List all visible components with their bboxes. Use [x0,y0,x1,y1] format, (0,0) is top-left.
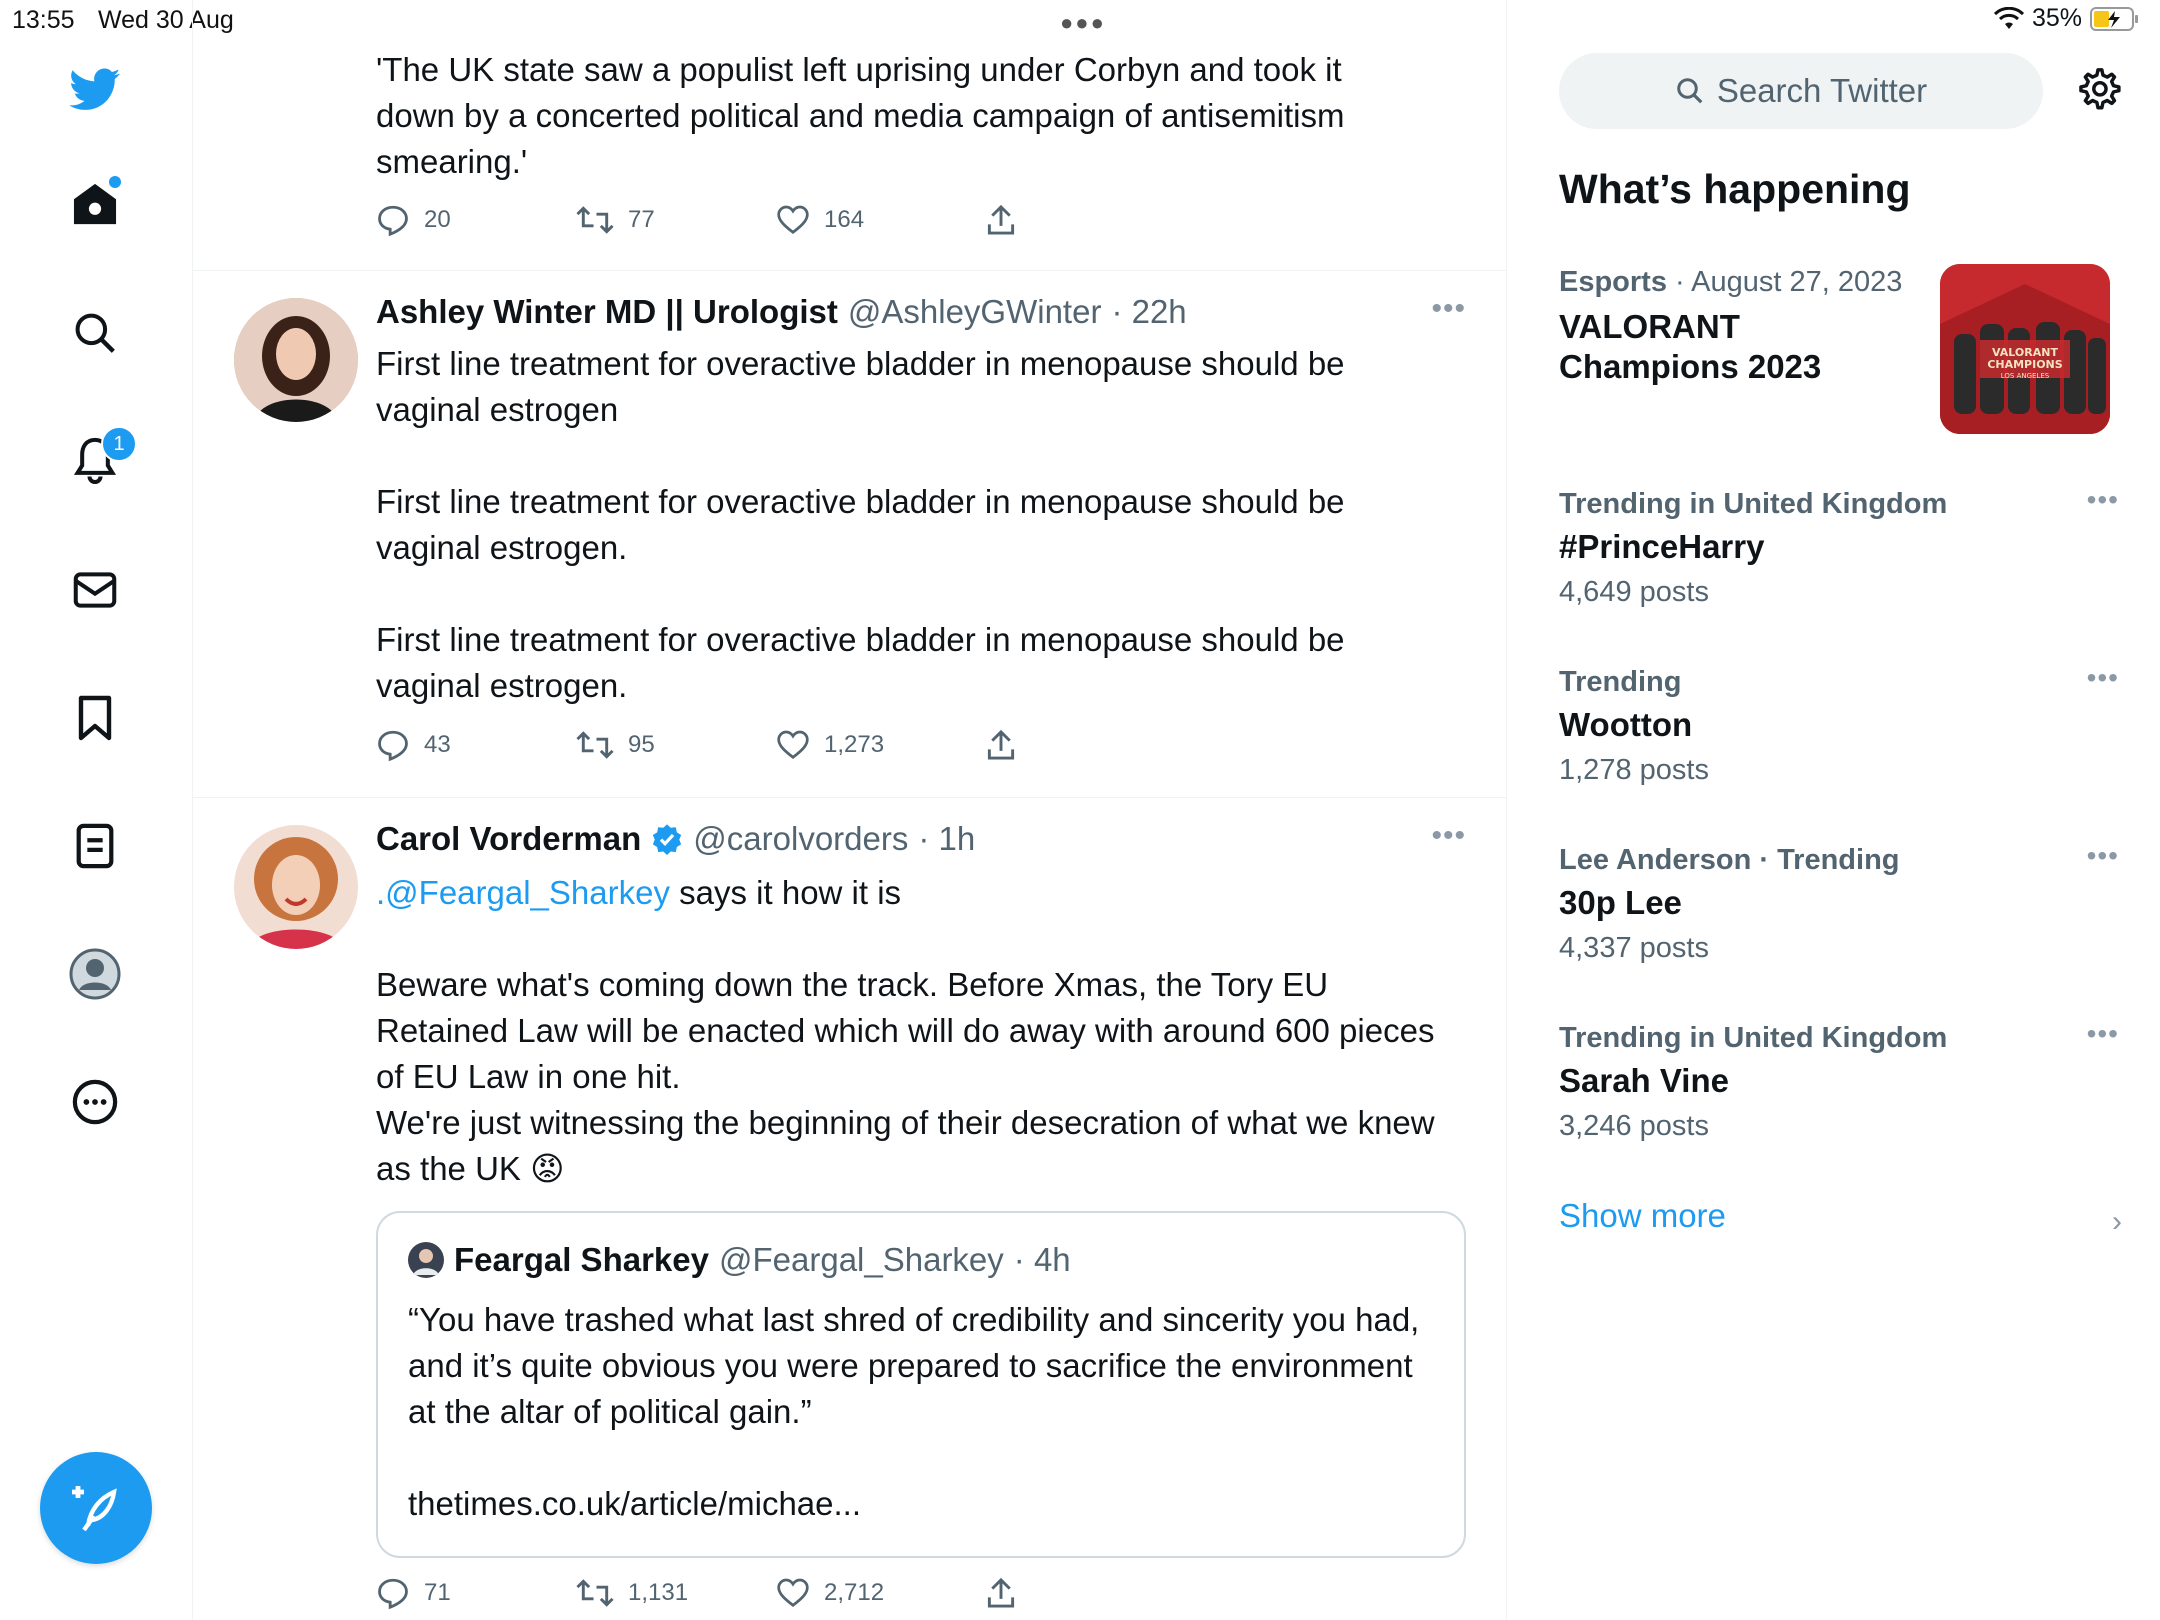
retweet-count: 77 [628,206,655,233]
trend-title: VALORANT [1559,308,1740,345]
like-count: 164 [824,206,865,233]
avatar [408,1242,444,1278]
lists-icon[interactable] [67,818,123,874]
trend-more-icon[interactable]: ••• [2086,662,2119,693]
angry-face-emoji: 😡 [530,1150,565,1187]
tweet-paragraph: First line treatment for overactive bladder in menopause should be vaginal estrogen. [376,483,1345,566]
feather-plus-icon [70,1482,122,1534]
tweet-divider [192,797,1506,798]
whats-happening-heading: What’s happening [1559,166,1911,212]
status-date: Wed 30 Aug [98,6,234,34]
retweet-count: 1,131 [628,1579,689,1606]
trend-post-count: 3,246 posts [1559,1110,1709,1142]
author-name[interactable]: Carol Vorderman [376,820,642,857]
trend-context: Lee Anderson · Trending [1559,844,1900,876]
reply-button[interactable] [376,1573,451,1613]
trend-post-count: 4,649 posts [1559,576,1709,608]
tweet-divider [192,270,1506,271]
reply-icon [376,728,410,762]
share-button[interactable] [986,1573,1016,1613]
avatar[interactable] [234,298,358,422]
trend-post-count: 1,278 posts [1559,754,1709,786]
tweet-paragraph: Beware what's coming down the track. Before Xmas, the Tory EU Retained Law will be enacted which will do away with around 600 pieces of EU Law in one hit. [376,966,1435,1095]
thumb-text: CHAMPIONS [1987,358,2063,371]
quoted-tweet-card[interactable] [376,1211,1466,1558]
tweet-time: · 22h [1111,293,1187,330]
quoted-author-name: Feargal Sharkey [454,1241,709,1278]
show-more-link[interactable]: Show more [1559,1197,1726,1234]
trend-more-icon[interactable]: ••• [2086,484,2119,515]
trend-title: 30p Lee [1559,884,1682,921]
retweet-count: 95 [628,731,655,758]
more-options-circle-icon[interactable] [67,1074,123,1130]
explore-search-icon[interactable] [67,305,123,361]
share-button[interactable] [986,725,1016,765]
like-count: 2,712 [824,1579,885,1606]
tweet-paragraph: First line treatment for overactive bladder in menopause should be vaginal estrogen. [376,621,1345,704]
share-icon [986,729,1016,761]
notifications-bell-icon[interactable] [67,432,123,488]
reply-count: 43 [424,731,451,758]
trend-item[interactable] [1559,840,2119,970]
search-icon [1675,76,1705,106]
trend-context: Trending in United Kingdom [1559,488,1948,520]
verified-badge-icon [651,823,683,855]
right-sidebar [1507,0,2160,1620]
retweet-button[interactable] [576,725,655,765]
trend-title: Sarah Vine [1559,1062,1729,1099]
reply-icon [376,203,410,237]
reply-button[interactable] [376,200,451,240]
trend-date: · August 27, 2023 [1675,266,1903,298]
retweet-button[interactable] [576,200,655,240]
tweet-paragraph: First line treatment for overactive bladder in menopause should be vaginal estrogen [376,345,1345,428]
tweet-more-icon[interactable]: ••• [1431,292,1466,325]
multitasking-dots-icon[interactable]: ●●● [1060,10,1106,35]
reply-count: 20 [424,206,451,233]
like-button[interactable] [776,1573,884,1613]
like-button[interactable] [776,725,884,765]
home-icon[interactable] [67,176,123,232]
author-name[interactable]: Ashley Winter MD || Urologist [376,293,838,330]
retweet-icon [576,730,614,760]
twitter-logo-icon[interactable] [67,62,123,118]
trend-more-icon[interactable]: ••• [2086,1018,2119,1049]
author-handle[interactable]: @carolvorders [693,820,909,857]
status-time: 13:55 [12,6,75,34]
quoted-tweet-text [408,1297,1438,1527]
reply-button[interactable] [376,725,451,765]
share-button[interactable] [986,200,1016,240]
tweet-text [376,47,1436,185]
search-input[interactable] [1559,53,2043,129]
trend-context: Trending in United Kingdom [1559,1022,1948,1054]
heart-icon [776,1578,810,1608]
thumb-text: VALORANT [1992,346,2058,359]
quoted-tweet-link[interactable]: thetimes.co.uk/article/michae... [408,1485,862,1522]
left-navigation [0,0,193,1620]
quoted-tweet-time: · 4h [1013,1241,1071,1278]
tweet-text [376,341,1436,709]
trend-more-icon[interactable]: ••• [2086,840,2119,871]
bookmarks-icon[interactable] [67,690,123,746]
author-handle[interactable]: @AshleyGWinter [847,293,1102,330]
heart-icon [776,205,810,235]
avatar[interactable] [234,825,358,949]
notification-count-badge: 1 [101,426,137,462]
trend-item[interactable] [1559,484,2119,614]
share-icon [986,1577,1016,1609]
retweet-button[interactable] [576,1573,688,1613]
battery-percent: 35% [2031,4,2082,32]
tweet-text-span: says it how it is [679,874,902,911]
retweet-icon [576,205,614,235]
trend-title: Wootton [1559,706,1693,743]
quoted-author-handle: @Feargal_Sharkey [718,1241,1004,1278]
trend-thumbnail[interactable] [1940,264,2110,434]
tweet-text-line: smearing.' [376,143,528,180]
trend-item[interactable] [1559,662,2119,792]
trend-post-count: 4,337 posts [1559,932,1709,964]
compose-tweet-button[interactable] [40,1452,152,1564]
messages-envelope-icon[interactable] [67,562,123,618]
retweet-icon [576,1578,614,1608]
home-unread-dot [109,176,121,188]
profile-avatar-icon[interactable] [67,946,123,1002]
quoted-tweet-paragraph: “You have trashed what last shred of credibility and sincerity you had, and it’s quite obvious you were prepared to sacrifice the environment at the altar of political gain.” [408,1301,1420,1430]
trend-title: Champions 2023 [1559,348,1822,385]
tweet-header [376,820,975,858]
tweet-actions [376,200,1076,240]
chevron-right-icon[interactable]: › [2112,1205,2122,1238]
share-icon [986,204,1016,236]
mention-link[interactable]: .@Feargal_Sharkey [376,874,670,911]
search-placeholder: Search Twitter [1716,72,1928,109]
trend-context: Trending [1559,666,1682,698]
trend-item-featured[interactable] [1559,262,1929,390]
tweet-actions [376,1573,1076,1613]
trend-title: #PrinceHarry [1559,528,1765,565]
reply-icon [376,1576,410,1610]
heart-icon [776,730,810,760]
tweet-actions [376,725,1076,765]
tweet-text [376,870,1436,1192]
reply-count: 71 [424,1579,451,1606]
like-count: 1,273 [824,731,885,758]
settings-gear-icon[interactable] [2075,66,2121,112]
tweet-more-icon[interactable]: ••• [1431,819,1466,852]
timeline-feed [192,0,1507,1620]
tweet-text-line: down by a concerted political and media campaign of antisemitism [376,97,1345,134]
like-button[interactable] [776,200,864,240]
thumb-text: LOS ANGELES [2000,372,2050,380]
trend-category: Esports [1559,266,1667,298]
quoted-tweet-header [408,1241,1071,1279]
trend-item[interactable] [1559,1018,2119,1148]
tweet-time: · 1h [918,820,976,857]
tweet-text-line: 'The UK state saw a populist left uprising under Corbyn and took it [376,51,1342,88]
tweet-paragraph: We're just witnessing the beginning of their desecration of what we knew as the UK [376,1104,1435,1187]
tweet-header [376,293,1187,331]
